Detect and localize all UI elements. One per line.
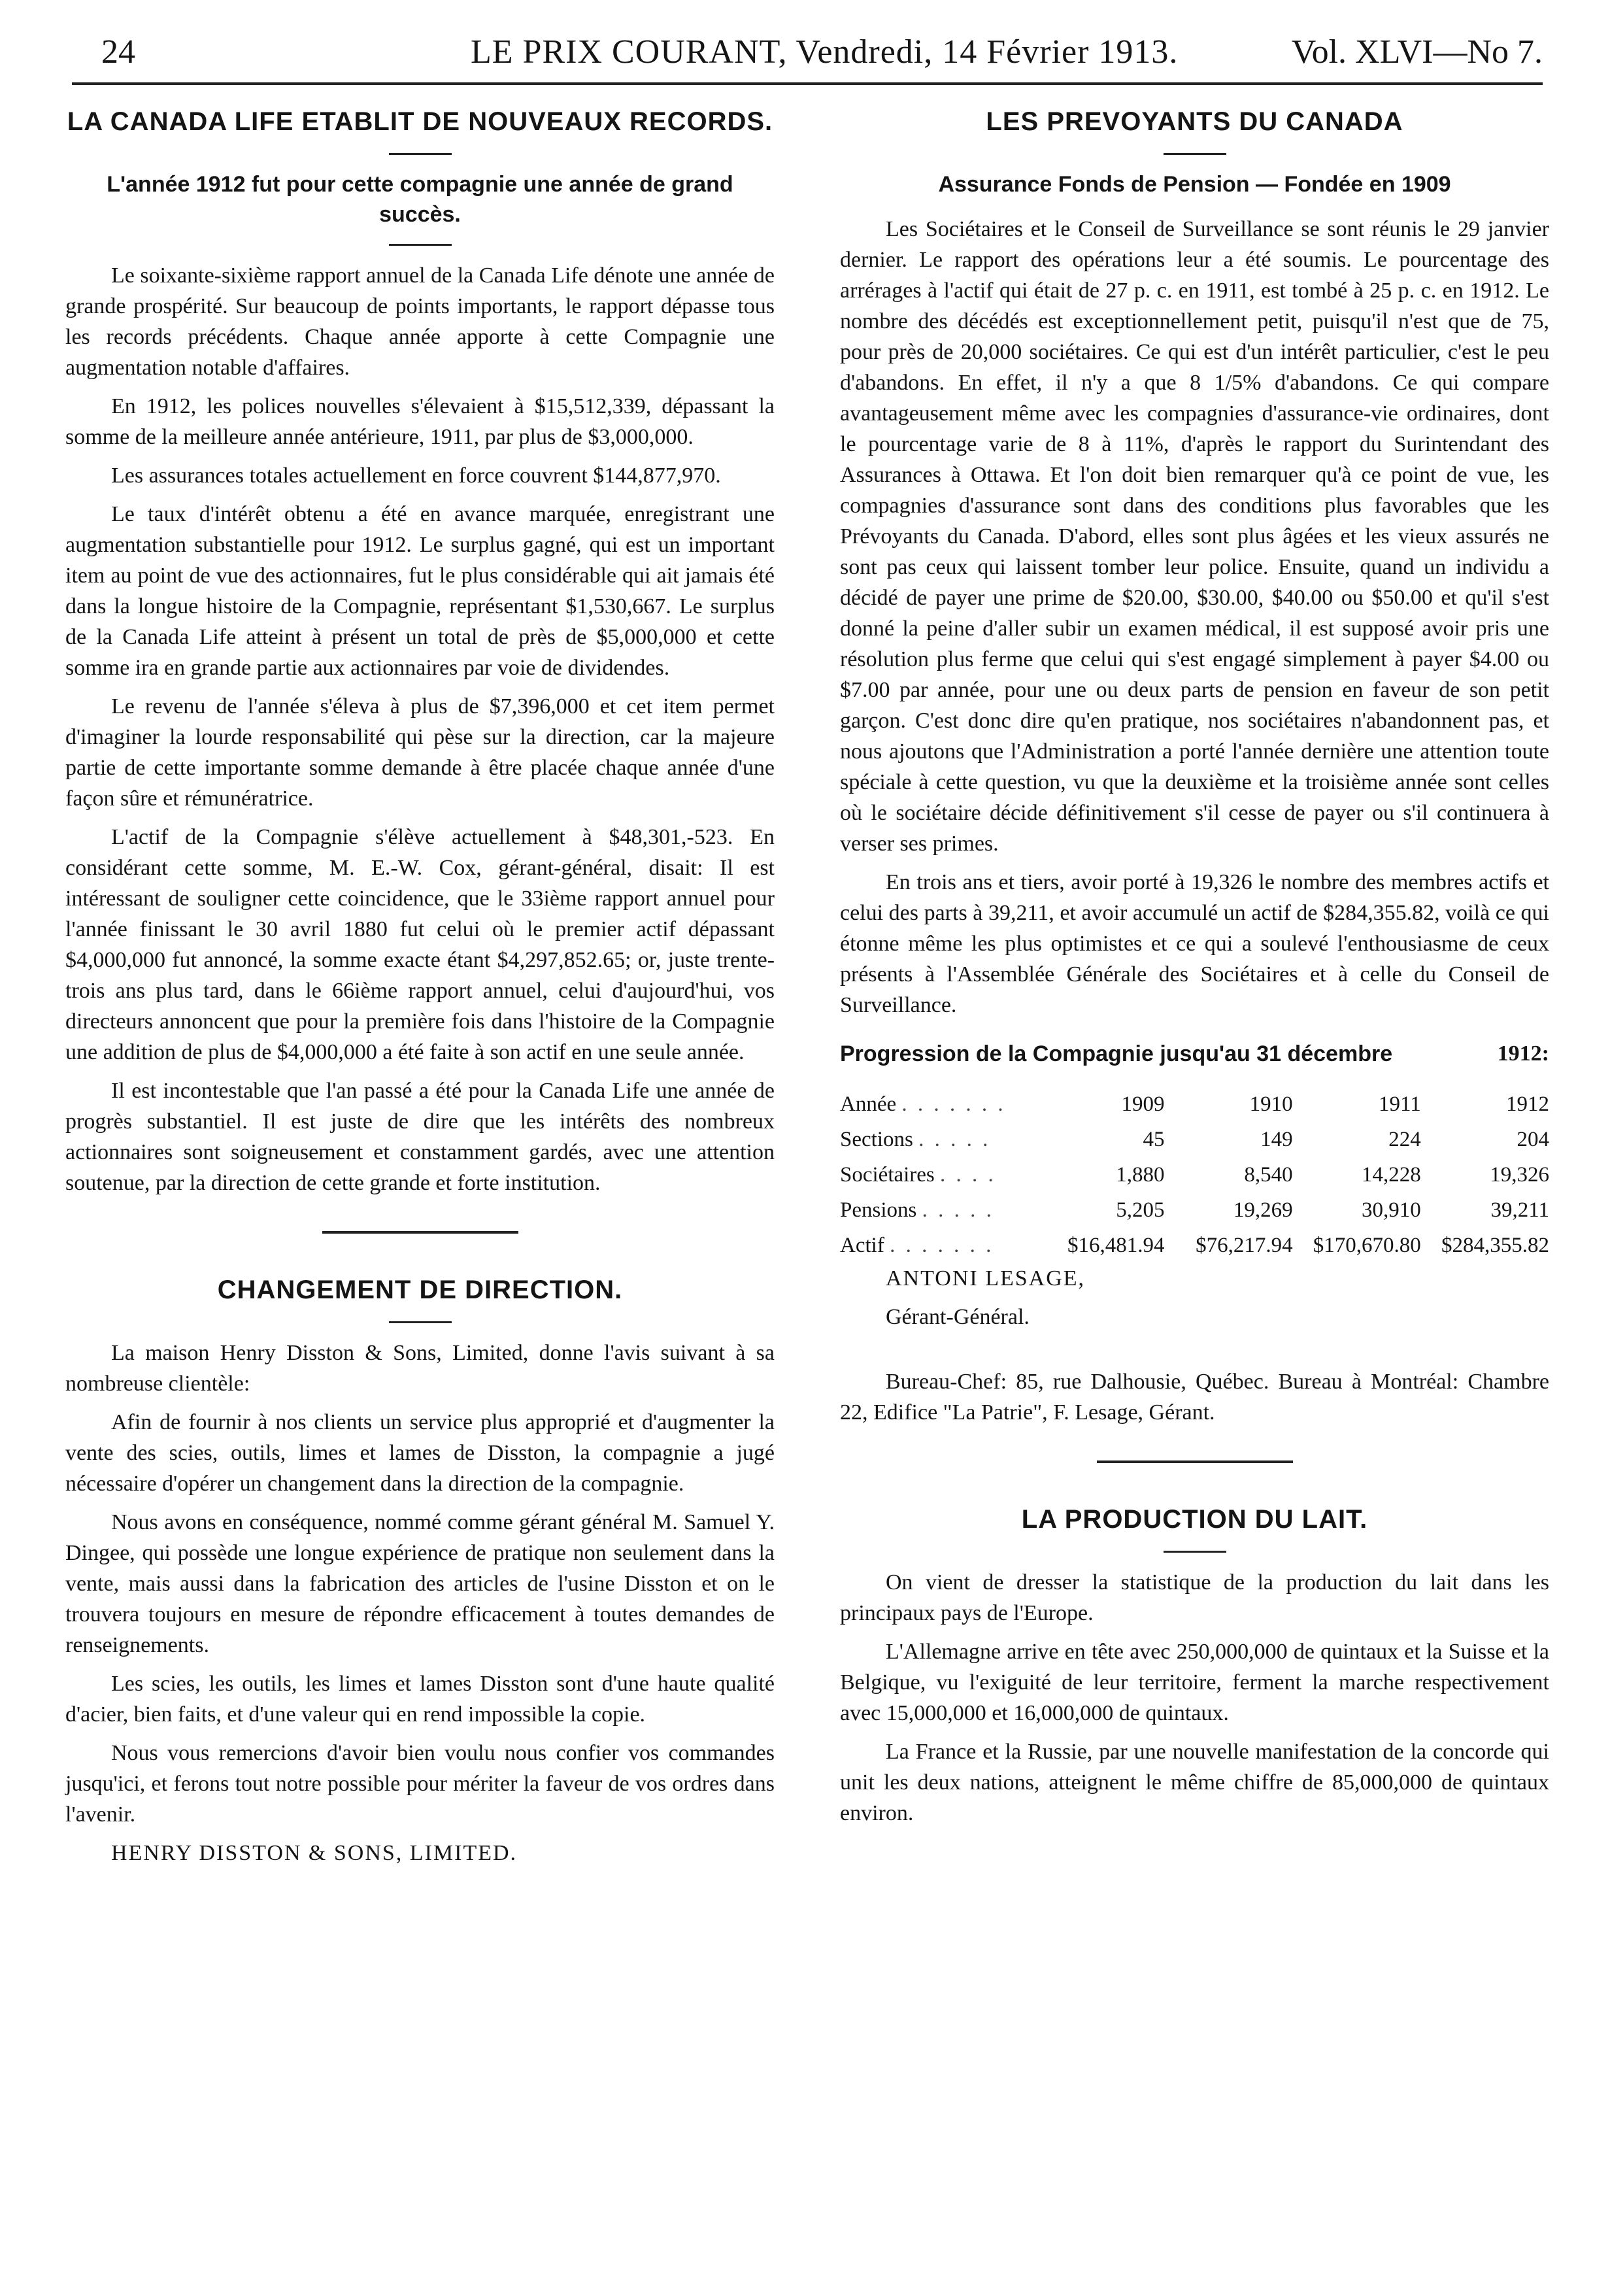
paragraph: Les Sociétaires et le Conseil de Surveillance se sont réunis le 29 janvier dernier. Le rapport des opérations leur a été soumis. Le pourcentage des arrérages à l'actif qui était de 27 p. c. en 1911, est tombé à 25 p. c. en 1912. Le nombre des décédés est exceptionnellement petit, puisqu'il n'est que de 75, pour près de 20,000 sociétaires. Ce qui est d'un intérêt particulier, c'est le peu d'abandons. En effet, il n'y a que 8 1/5% d'abandons. Ce qui compare avantageusement même avec les compagnies d'assurance-vie ordinaires, dont le pourcentage varie de 8 à 11%, d'après le rapport du Surintendant des Assurances à Ottawa. Et l'on doit bien remarquer qu'à ce point de vue, les compagnies d'assurance sont dans des conditions plus favorables que les Prévoyants du Canada. D'abord, elles sont plus âgées et les vieux assurés ne sont pas ceux qui laissent tomber leur police. Ensuite, quand un individu a décidé de payer une prime de $20.00, $30.00, $40.00 ou $50.00 et qu'il s'est donné la peine d'aller subir un examen médical, il est supposé avoir pris une résolution plus ferme que celui qui s'est engagé simplement à payer $4.00 ou $7.00 par année, pour une ou deux parts de pension en faveur de son petit garçon. C'est donc dire qu'en pratique, nos sociétaires n'abandonnent pas, et nous ajoutons que l'Administration a porté l'année dernière une attention toute spéciale à cette question, vu que la deuxième et la troisième année sont celles où le sociétaire décide définitivement s'il cesse de payer ou s'il continuera à verser ses primes. (840, 217, 1549, 856)
table-cell: $170,670.80 (1313, 1233, 1421, 1257)
page-number: 24 (101, 33, 135, 71)
table-cell: $284,355.82 (1441, 1233, 1549, 1257)
row-label: Sociétaires (840, 1162, 935, 1187)
table-cell: 45 (1143, 1127, 1165, 1151)
table-cell: 39,211 (1490, 1198, 1549, 1222)
paragraph: Les scies, les outils, les limes et lames Disston sont d'une haute qualité d'acier, bien faits, et d'une valeur qui en rend impossible la copie. (65, 1672, 775, 1727)
section-divider (322, 1231, 518, 1234)
signature-name: ANTONI LESAGE, (886, 1266, 1086, 1291)
paragraph: Le taux d'intérêt obtenu a été en avance marquée, enregistrant une augmentation substantielle pour 1912. Le surplus gagné, qui est un important item au point de vue des actionnaires, fut le plus considérable qui ait jamais été dans la longue histoire de la Compagnie, représentant $1,530,667. Le surplus de la Canada Life atteint à présent un total de près de $5,000,000 et cette somme ira en grande partie aux actionnaires par voie de dividendes. (65, 502, 775, 680)
paragraph: Le revenu de l'année s'éleva à plus de $7,396,000 et cet item permet d'imaginer la lourde responsabilité qui pèse sur la direction, car la majeure partie de cette importante somme demande à être placée chaque année d'une façon sûre et rémunératrice. (65, 694, 775, 811)
row-label-cell (840, 1122, 1036, 1157)
volume-number: Vol. XLVI—No 7. (1291, 33, 1543, 71)
table-cell: $16,481.94 (1067, 1233, 1165, 1257)
table-row (840, 1122, 1549, 1157)
left-column (65, 98, 775, 1876)
table-row (840, 1157, 1549, 1192)
table-cell: 19,326 (1490, 1162, 1549, 1187)
right-column (840, 98, 1549, 1836)
article-title: LA PRODUCTION DU LAIT. (1021, 1505, 1368, 1534)
table-row (840, 1192, 1549, 1228)
paragraph: Nous avons en conséquence, nommé comme gérant général M. Samuel Y. Dingee, qui possède une longue expérience de pratique non seulement dans la vente, mais aussi dans la fabrication des articles de l'usine Disston et on le trouvera toujours en mesure de répondre efficacement à toutes demandes de renseignements. (65, 1510, 775, 1657)
article-subtitle: L'année 1912 fut pour cette compagnie une année de grand succès. (107, 172, 733, 227)
table-cell: 1911 (1379, 1092, 1421, 1116)
paragraph: En trois ans et tiers, avoir porté à 19,326 le nombre des membres actifs et celui des parts à 39,211, et avoir accumulé un actif de $284,355.82, voilà ce qui étonne même les plus optimistes et ce qui a soulevé l'enthousiasme de ceux présents à l'Assemblée Générale des Sociétaires et à celle du Conseil de Surveillance. (840, 870, 1549, 1017)
address: Bureau-Chef: 85, rue Dalhousie, Québec. Bureau à Montréal: Chambre 22, Edifice "La Patrie", F. Lesage, Gérant. (840, 1370, 1549, 1425)
table-cell: 5,205 (1116, 1198, 1165, 1222)
table-cell: 149 (1260, 1127, 1293, 1151)
paragraph: On vient de dresser la statistique de la production du lait dans les principaux pays de l'Europe. (840, 1570, 1549, 1625)
row-label: Année (840, 1092, 897, 1116)
page-header (98, 26, 1543, 78)
header-rule (72, 82, 1543, 85)
article-prevoyants (840, 105, 1549, 1428)
article-canada-life (65, 105, 775, 1198)
row-label: Actif (840, 1233, 884, 1257)
progression-table (840, 1087, 1549, 1263)
paragraph: La France et la Russie, par une nouvelle manifestation de la concorde qui unit les deux nations, atteignent le même chiffre de 85,000,000 de quintaux environ. (840, 1740, 1549, 1825)
row-label-cell (840, 1228, 1036, 1263)
leader-dots: . . . . (940, 1162, 996, 1187)
table-cell: 8,540 (1244, 1162, 1293, 1187)
article-title: CHANGEMENT DE DIRECTION. (217, 1275, 623, 1304)
row-label: Sections (840, 1127, 913, 1151)
table-cell: $76,217.94 (1196, 1233, 1293, 1257)
progression-title-year: 1912: (1497, 1041, 1549, 1066)
article-production-lait (840, 1502, 1549, 1829)
row-label: Pensions (840, 1198, 917, 1222)
article-title: LES PREVOYANTS DU CANADA (986, 107, 1403, 136)
table-cell: 204 (1517, 1127, 1549, 1151)
paragraph: Afin de fournir à nos clients un service plus approprié et d'augmenter la vente des scies, outils, limes et lames de Disston, la compagnie a jugé nécessaire d'opérer un changement dans la direction de la compagnie. (65, 1410, 775, 1496)
divider (389, 1321, 452, 1323)
progression-title-text: Progression de la Compagnie jusqu'au 31 décembre (840, 1041, 1393, 1066)
paragraph: En 1912, les polices nouvelles s'élevaient à $15,512,339, dépassant la somme de la meilleure année antérieure, 1911, par plus de $3,000,000. (65, 394, 775, 449)
table-cell: 1909 (1121, 1092, 1165, 1116)
table-cell: 224 (1388, 1127, 1421, 1151)
row-label-cell (840, 1087, 1036, 1122)
paragraph: L'actif de la Compagnie s'élève actuellement à $48,301,-523. En considérant cette somme, M. E.-W. Cox, gérant-général, disait: Il est intéressant de souligner cette coincidence, que le 33ième rapport annuel pour l'année finissant le 30 avril 1880 fut celui où le premier actif dépassant $4,000,000 fut annoncé, la somme exacte étant $4,297,852.65; or, juste trente-trois ans plus tard, dans le 66ième rapport annuel, celui d'aujourd'hui, vos directeurs annoncent que pour la première fois dans l'histoire de la Compagnie une addition de plus de $4,000,000 a été faite à son actif en une seule année. (65, 825, 775, 1064)
section-divider (1097, 1460, 1293, 1463)
leader-dots: . . . . . . . (901, 1092, 1006, 1116)
table-row (840, 1087, 1549, 1122)
article-title: LA CANADA LIFE ETABLIT DE NOUVEAUX RECORDS. (67, 107, 773, 136)
divider (1164, 1551, 1226, 1553)
leader-dots: . . . . . . . (890, 1233, 994, 1257)
article-subtitle: Assurance Fonds de Pension — Fondée en 1909 (938, 172, 1451, 197)
newspaper-title: LE PRIX COURANT, Vendredi, 14 Février 1913. (471, 33, 1179, 71)
table-cell: 30,910 (1362, 1198, 1421, 1222)
table-cell: 19,269 (1233, 1198, 1293, 1222)
table-cell: 1912 (1506, 1092, 1549, 1116)
table-cell: 1910 (1249, 1092, 1293, 1116)
paragraph: Nous vous remercions d'avoir bien voulu nous confier vos commandes jusqu'ici, et ferons tout notre possible pour mériter la faveur de vos ordres dans l'avenir. (65, 1741, 775, 1827)
divider (389, 244, 452, 246)
row-label-cell (840, 1157, 1036, 1192)
table-cell: 1,880 (1116, 1162, 1165, 1187)
progression-title (840, 1041, 1549, 1067)
article-changement-direction (65, 1273, 775, 1868)
paragraph: Les assurances totales actuellement en force couvrent $144,877,970. (111, 464, 721, 488)
paragraph: L'Allemagne arrive en tête avec 250,000,000 de quintaux et la Suisse et la Belgique, vu l'exiguité de leur territoire, ferment la marche respectivement avec 15,000,000 et 16,000,000 de quintaux. (840, 1640, 1549, 1725)
leader-dots: . . . . . (918, 1127, 991, 1151)
table-cell: 14,228 (1362, 1162, 1421, 1187)
signature: HENRY DISSTON & SONS, LIMITED. (111, 1841, 518, 1865)
paragraph: Il est incontestable que l'an passé a été pour la Canada Life une année de progrès substantiel. Il est juste de dire que les intérêts des nombreux actionnaires sont soigneusement et constamment gardés, avec une attention soutenue, par la direction de cette grande et forte institution. (65, 1079, 775, 1195)
paragraph: La maison Henry Disston & Sons, Limited, donne l'avis suivant à sa nombreuse clientèle: (65, 1341, 775, 1396)
divider (1164, 153, 1226, 155)
table-row (840, 1228, 1549, 1263)
row-label-cell (840, 1192, 1036, 1228)
signature-title: Gérant-Général. (886, 1305, 1030, 1329)
leader-dots: . . . . . (922, 1198, 994, 1222)
divider (389, 153, 452, 155)
paragraph: Le soixante-sixième rapport annuel de la Canada Life dénote une année de grande prospérité. Sur beaucoup de points importants, le rapport dépasse tous les records précédents. Chaque année apporte à cette Compagnie une augmentation notable d'affaires. (65, 263, 775, 380)
